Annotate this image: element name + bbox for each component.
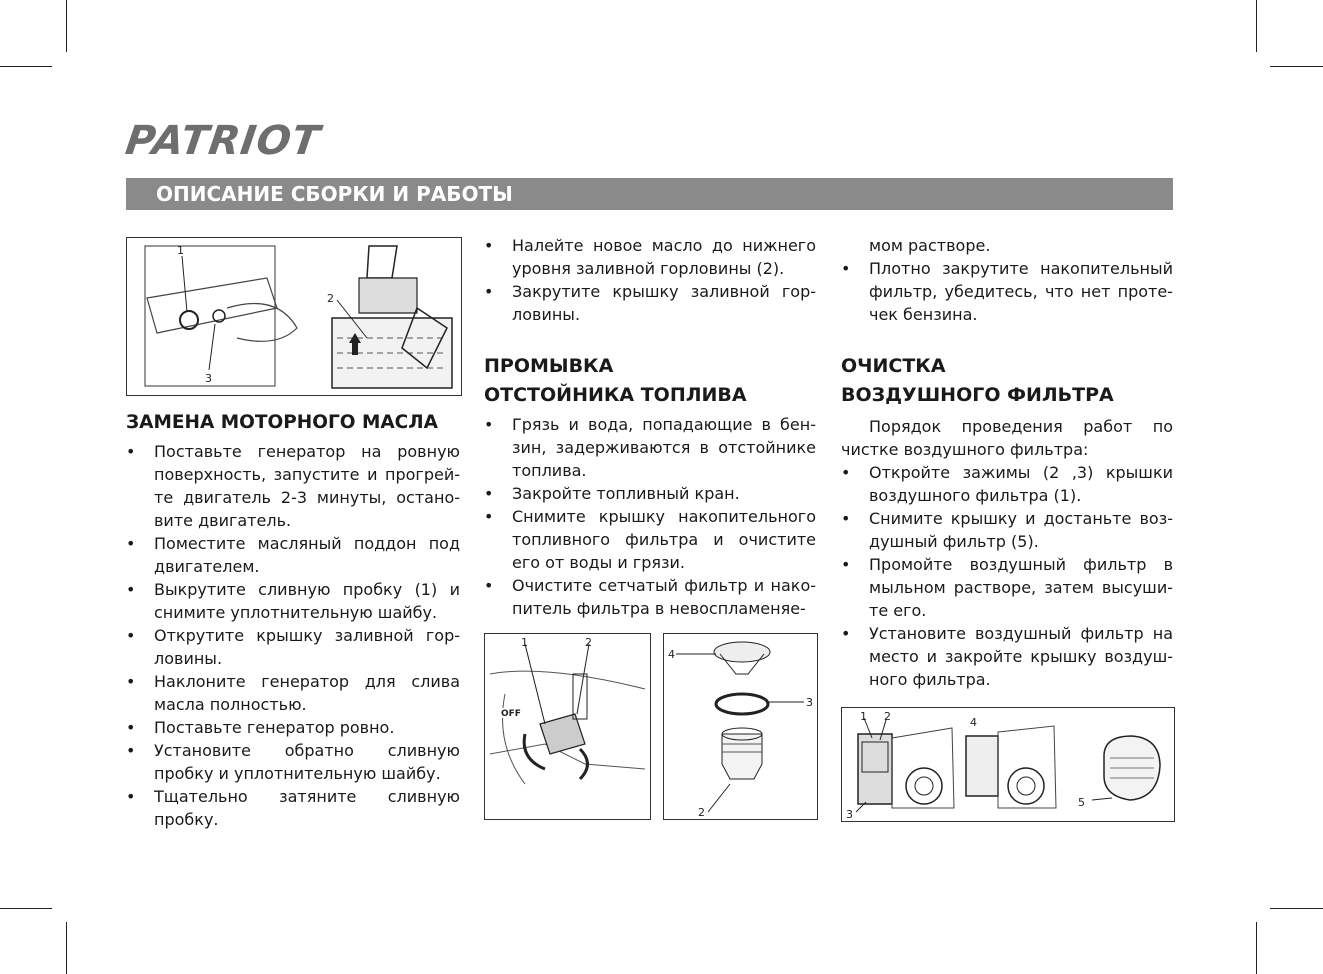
fig-label: 2: [327, 292, 334, 305]
fig-label: 2: [884, 710, 891, 723]
list-item: • Закройте топливный кран.: [484, 482, 816, 505]
air-filter-figure: [841, 707, 1175, 822]
list-item: • Снимите крышку накопительного топливного фильтра и очистите его от воды и грязи.: [484, 505, 816, 574]
fig-label: 3: [806, 696, 813, 709]
fig-label: 4: [668, 648, 675, 661]
list-item: • Очистите сетчатый фильтр и нако-питель фильтра в невоспламеняе-: [484, 574, 816, 620]
list-item: • Промойте воздушный фильтр в мыльном растворе, затем высуши-те его.: [841, 553, 1173, 622]
list-item: • Установите обратно сливную пробку и уплотнительную шайбу.: [126, 739, 460, 785]
fuel-valve-figure: [484, 633, 651, 820]
list-item: • Закрутите крышку заливной гор-ловины.: [484, 280, 816, 326]
list-item: • Налейте новое масло до нижнего уровня заливной горловины (2).: [484, 234, 816, 280]
air-intro: Порядок проведения работ по чистке воздушного фильтра:: [841, 417, 1173, 459]
crop-mark: [0, 66, 52, 67]
list-item: • Выкрутите сливную пробку (1) и снимите уплотнительную шайбу.: [126, 578, 460, 624]
air-heading-line1: ОЧИСТКА: [841, 355, 946, 377]
middle-column: [484, 234, 816, 620]
fig-label: 5: [1078, 796, 1085, 809]
left-column: [126, 408, 460, 831]
list-item: • Наклоните генератор для слива масла полностью.: [126, 670, 460, 716]
crop-mark: [1270, 908, 1323, 909]
oil-drain-figure: [126, 237, 462, 396]
list-item: • Тщательно затяните сливную пробку.: [126, 785, 460, 831]
list-item: • Установите воздушный фильтр на место и закройте крышку воздуш-ного фильтра.: [841, 622, 1173, 691]
fig-label: 3: [205, 372, 212, 385]
list-item: • Поместите масляный поддон под двигателем.: [126, 532, 460, 578]
fig-label: 1: [177, 244, 184, 257]
section-title: ОПИСАНИЕ СБОРКИ И РАБОТЫ: [156, 182, 513, 206]
section-banner: [126, 178, 1173, 210]
crop-mark: [66, 922, 67, 974]
brand-logo: PATRIOT: [122, 118, 324, 164]
list-item: • Грязь и вода, попадающие в бен-зин, задерживаются в отстойнике топлива.: [484, 413, 816, 482]
fig-label: 1: [860, 710, 867, 723]
list-item: • Снимите крышку и достаньте воз-душный фильтр (5).: [841, 507, 1173, 553]
fig-label: 1: [521, 636, 528, 649]
crop-mark: [0, 908, 52, 909]
fig-label: 4: [970, 716, 977, 729]
fig-label: 2: [698, 806, 705, 819]
crop-mark: [1270, 66, 1323, 67]
oil-heading: ЗАМЕНА МОТОРНОГО МАСЛА: [126, 412, 438, 433]
list-item: • Открутите крышку заливной гор-ловины.: [126, 624, 460, 670]
list-item: • Поставьте генератор на ровную поверхность, запустите и прогрей-те двигатель 2-3 минуты, остано-вите двигатель.: [126, 440, 460, 532]
fig-label: 2: [585, 636, 592, 649]
crop-mark: [1256, 0, 1257, 52]
continued-text: мом растворе.: [869, 236, 991, 255]
crop-mark: [66, 0, 67, 52]
crop-mark: [1256, 922, 1257, 974]
list-item: • Плотно закрутите накопительный фильтр, убедитесь, что нет проте-чек бензина.: [841, 257, 1173, 326]
right-column: [841, 234, 1173, 691]
fig-label: OFF: [501, 709, 521, 719]
fig-label: 3: [846, 808, 853, 821]
list-item: • Поставьте генератор ровно.: [126, 716, 460, 739]
fuel-filter-figure: [663, 633, 818, 820]
air-heading-line2: ВОЗДУШНОГО ФИЛЬТРА: [841, 384, 1114, 406]
list-item: • Откройте зажимы (2 ,3) крышки воздушного фильтра (1).: [841, 461, 1173, 507]
fuel-heading-line2: ОТСТОЙНИКА ТОПЛИВА: [484, 384, 747, 406]
fuel-heading-line1: ПРОМЫВКА: [484, 355, 614, 377]
